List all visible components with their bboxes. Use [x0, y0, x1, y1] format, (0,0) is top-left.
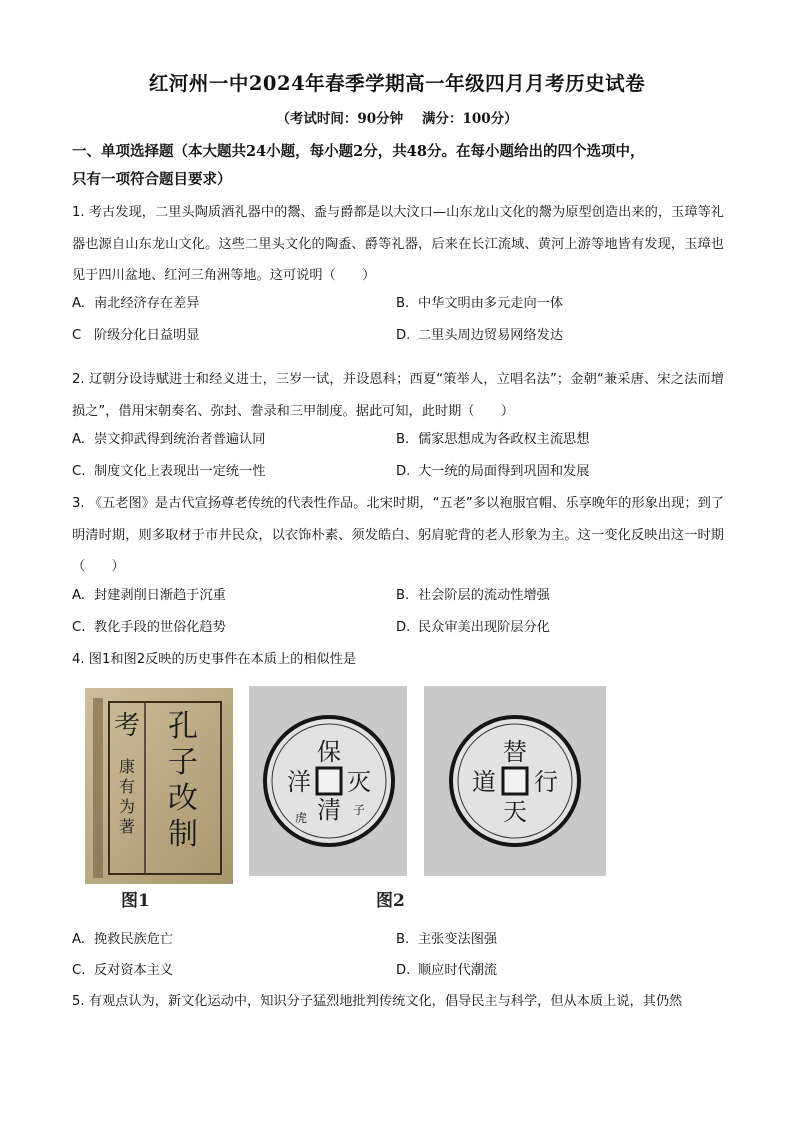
coin-char: 虎	[294, 811, 308, 825]
coin-char: 子	[352, 803, 366, 817]
option-text: 崇文抑武得到统治者普遍认同	[94, 432, 266, 447]
question-1-option-d	[396, 326, 563, 346]
question-3-option-a	[72, 586, 226, 606]
book-title-char: 改	[168, 781, 198, 816]
option-text: 阶级分化日益明显	[94, 328, 200, 343]
author-char: 为	[118, 797, 136, 816]
coin-char: 替	[503, 738, 527, 766]
option-text: 儒家思想成为各政权主流思想	[418, 432, 590, 447]
question-4-option-b	[396, 930, 497, 950]
option-letter: A.	[72, 932, 85, 947]
option-text: 社会阶层的流动性增强	[418, 588, 550, 603]
coin-char: 洋	[287, 768, 311, 796]
question-4-option-d	[396, 961, 497, 981]
option-letter: C	[72, 328, 82, 343]
question-1-option-b	[396, 294, 563, 314]
option-letter: B.	[396, 932, 410, 947]
coin-illustration	[249, 686, 407, 876]
question-1-option-a	[72, 294, 200, 314]
section-heading-line2: 只有一项符合题目要求）	[72, 171, 232, 188]
exam-subtitle: （考试时间：90分钟 满分：100分）	[276, 111, 518, 127]
section-heading	[72, 138, 722, 194]
option-text: 教化手段的世俗化趋势	[94, 620, 226, 635]
book-title-char: 子	[168, 745, 198, 780]
question-1-option-c	[72, 326, 200, 346]
question-2-stem: 2. 辽朝分设诗赋进士和经义进士，三岁一试，并设恩科；西夏“策举人，立唱名法”；金朝“兼采唐、宋之法而增损之”，借用宋朝奏名、弥封、誊录和三甲制度。据此可知，此时期（ ）	[72, 372, 724, 419]
exam-title: 红河州一中2024年春季学期高一年级四月月考历史试卷	[148, 72, 646, 95]
option-letter: D.	[396, 620, 411, 635]
question-5-stem: 5. 有观点认为，新文化运动中，知识分子猛烈地批判传统文化，倡导民主与科学，但从本质上说，其仍然	[72, 994, 683, 1009]
figure-1-book-cover	[85, 688, 233, 884]
option-letter: B.	[396, 588, 410, 603]
question-2-option-d	[396, 462, 589, 482]
option-letter: D.	[396, 963, 411, 978]
coin-char: 保	[317, 738, 341, 766]
option-letter: B.	[396, 296, 410, 311]
book-title-char: 制	[168, 817, 198, 852]
option-text: 制度文化上表现出一定统一性	[94, 464, 266, 479]
question-4-option-a	[72, 930, 173, 950]
author-char: 著	[118, 817, 136, 836]
author-char: 康	[118, 757, 136, 776]
option-letter: B.	[396, 432, 410, 447]
option-text: 顺应时代潮流	[418, 963, 498, 978]
option-text: 反对资本主义	[94, 963, 174, 978]
figure-2-coin-left	[249, 686, 407, 876]
author-char: 有	[118, 777, 136, 796]
option-text: 二里头周边贸易网络发达	[418, 328, 564, 343]
option-text: 主张变法图强	[418, 932, 498, 947]
option-letter: C.	[72, 620, 86, 635]
coin-char: 灭	[347, 768, 371, 796]
coin-char: 清	[317, 796, 341, 824]
question-4-stem: 4. 图1和图2反映的历史事件在本质上的相似性是	[72, 652, 357, 667]
book-cover-illustration	[85, 688, 233, 884]
option-letter: A.	[72, 296, 85, 311]
option-text: 民众审美出现阶层分化	[418, 620, 550, 635]
option-text: 中华文明由多元走向一体	[418, 296, 564, 311]
question-4-option-c	[72, 961, 173, 981]
question-2-option-c	[72, 462, 265, 482]
option-text: 挽救民族危亡	[94, 932, 174, 947]
question-3-option-c	[72, 618, 226, 638]
option-letter: C.	[72, 464, 86, 479]
question-3-stem: 3. 《五老图》是古代宣扬尊老传统的代表性作品。北宋时期，“五老”多以袍服官帽、乐享晚年的形象出现；到了明清时期，则多取材于市井民众，以衣饰朴素、须发皓白、躬肩驼背的老人形象为主。这一变化反映出这一时期（ ）	[72, 496, 724, 574]
coin-illustration	[424, 686, 606, 876]
question-2-option-a	[72, 430, 265, 450]
option-text: 大一统的局面得到巩固和发展	[418, 464, 590, 479]
option-letter: D.	[396, 464, 411, 479]
option-letter: A.	[72, 432, 85, 447]
question-2-option-b	[396, 430, 589, 450]
section-heading-line1: 一、单项选择题（本大题共24小题，每小题2分，共48分。在每小题给出的四个选项中，	[72, 143, 645, 160]
question-1-stem: 1. 考古发现，二里头陶质酒礼器中的鬶、盉与爵都是以大汶口—山东龙山文化的鬶为原型创造出来的，玉璋等礼器也源自山东龙山文化。这些二里头文化的陶盉、爵等礼器，后来在长江流域、黄河上游等地皆有发现，玉璋也见于四川盆地、红河三角洲等地。这可说明（ ）	[72, 205, 724, 283]
option-letter: A.	[72, 588, 85, 603]
coin-char: 天	[503, 798, 527, 826]
coin-char: 道	[472, 768, 496, 796]
figure-1-label: 图1	[121, 891, 150, 911]
option-text: 南北经济存在差异	[94, 296, 200, 311]
option-letter: C.	[72, 963, 86, 978]
coin-char: 行	[534, 768, 558, 796]
book-title-char: 孔	[168, 709, 198, 744]
option-text: 封建剥削日渐趋于沉重	[94, 588, 226, 603]
figure-2-label: 图2	[376, 891, 405, 911]
option-letter: D.	[396, 328, 411, 343]
question-3-option-d	[396, 618, 550, 638]
figure-2-coin-right	[424, 686, 606, 876]
question-3-option-b	[396, 586, 550, 606]
book-title-char: 考	[113, 711, 141, 741]
